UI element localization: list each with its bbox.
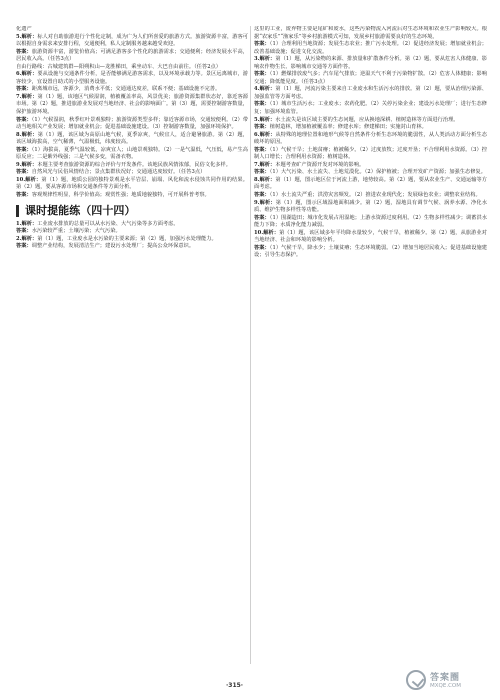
section-heading (16, 204, 248, 218)
paragraph-label: 5.解析： (254, 116, 276, 123)
explanation-paragraph (16, 71, 248, 86)
explanation-paragraph (254, 86, 487, 101)
left-column (16, 26, 248, 680)
paragraph-label: 10.解析： (254, 229, 280, 236)
paragraph-label: 6.解析： (16, 71, 38, 78)
explanation-paragraph (16, 94, 248, 117)
left-column-paragraphs (16, 26, 248, 200)
paragraph-text: 调整产业结构，发展清洁生产；建设污水处理厂；提高公众环保意识。 (31, 243, 195, 250)
paragraph-label: 3.解析： (254, 56, 276, 63)
paragraph-label: 答案： (16, 192, 32, 199)
paragraph-text: 第（1）题，从污染物的来源、排放量和扩散条件分析。第（2）题，要从危害人体健康、影响农作物生长、影响城市交通等方面作答。 (254, 56, 487, 70)
explanation-paragraph (254, 132, 487, 147)
paragraph-text: （1）水土流失严重；洪涝灾害频发。（2）推进农业现代化；发展绿色农业；调整农业结构。 (269, 192, 481, 199)
paragraph-label: 答案： (254, 146, 270, 153)
paragraph-text: 要从设施与交通条件分析，是否能够满足游客需求，以及环境承载力等。景区远离城市，游客较少，宜设置自助式的小型服务设施。 (16, 71, 248, 85)
explanation-paragraph (254, 26, 487, 41)
paragraph-text: 第（1）题，河流污染主要来自工业废水和生活污水的排放。第（2）题，要从治理污染源、加强监管等方面考虑。 (254, 86, 487, 100)
watermark-text: 答案圈 (430, 673, 461, 683)
paragraph-label: 答案： (254, 71, 270, 78)
column-divider (250, 26, 251, 664)
answer-paragraph (16, 169, 248, 177)
paragraph-text: 植树造林，增加植被覆盖率；修建水库；修建梯田；实施封山育林。 (269, 124, 427, 131)
paragraph-label: 8.解析： (254, 176, 276, 183)
right-column-paragraphs (254, 26, 487, 260)
answer-paragraph (254, 124, 487, 132)
answer-paragraph (254, 147, 487, 162)
answer-paragraph (254, 215, 487, 230)
section-title-text: 课时提能练（四十四） (25, 203, 136, 217)
answer-paragraph (16, 147, 248, 162)
paragraph-label: 6.解析： (254, 131, 276, 138)
paragraph-text: （1）围湖造田；城市化发展占用湿地；上游水资源过度利用。（2）生物多样性减少；调蓄洪水能力下降；水质净化能力减弱。 (254, 214, 487, 229)
answer-paragraph (254, 192, 487, 200)
paragraph-text: （1）海拔高，夏季气温较低，凉爽宜人；山地景观独特。（2）一是气温低，气压低，易产生高原反应；二是紫外线强；三是气候多变，需备衣物。 (16, 146, 248, 161)
paragraph-label: 2.解析： (16, 235, 38, 242)
answer-paragraph (254, 169, 487, 177)
paragraph-label: 答案： (254, 41, 270, 48)
paragraph-text: （1）燃煤排放废气多；汽车尾气排放；逆温天气不利于污染物扩散。（2）危害人体健康；影响交通；降低能见度。（任答3点） (254, 71, 487, 85)
paragraph-text: 第（1）题，该地区气候湿润，植被覆盖率高，风景优美；旅游资源集群状态好，靠近客源市场。第（2）题，推进旅游业发展对当地经济、社会的影响面广。第（3）题，需要控制游客数量，保护旅游环境。 (16, 93, 248, 116)
answer-paragraph (16, 117, 248, 132)
paragraph-text: 本题考查矿产资源开发对环境的影响。 (275, 161, 365, 168)
paragraph-text: 第（1）题，地质公园的独特景观是水平岩层、崩塌、风化和流水侵蚀共同作用的结果。第（2）题，要从客源市场和交通条件等方面分析。 (16, 176, 248, 191)
paragraph-text: （1）城市生活污水；工业废水；农药化肥。（2）关停污染企业；建设污水处理厂；进行生态修复；加强环境监管。 (254, 101, 487, 116)
checkmark-icon (406, 670, 426, 690)
paragraph-text: （1）气候干旱，降水少；土壤贫瘠；生态环境脆弱。（2）增加当地居民收入；促进基础设施建设；引导生态保护。 (254, 244, 487, 259)
paragraph-label: 答案： (16, 228, 32, 235)
explanation-paragraph (16, 221, 248, 229)
answer-paragraph (16, 86, 248, 94)
paragraph-label: 答案： (254, 214, 270, 221)
paragraph-text: 自然风光与民俗风情结合；景点集群状况好；交通通达度较好。（任答3点） (31, 169, 206, 176)
paragraph-label: 1.解析： (16, 220, 38, 227)
paragraph-text: 旅游资源丰富，游览价值高；可满足游客多个性化的旅游需求；交通便利；经济发展水平高，居民收入高。（任答3点） (16, 48, 248, 63)
explanation-paragraph (16, 177, 248, 192)
paragraph-label: 答案： (16, 146, 32, 153)
answer-paragraph (254, 71, 487, 86)
answer-paragraph (254, 101, 487, 116)
answer-paragraph (16, 49, 248, 64)
paragraph-text: 客观规律性明显，科学价值高；观赏性强；地质地貌独特，可开展科普考察。 (31, 192, 210, 199)
paragraph-label: 答案： (16, 86, 32, 93)
explanation-paragraph (254, 230, 487, 245)
paragraph-text: 自由行路线：古城建筑群—阳朔积山—龙胜梯田，乘坐动车、大巴自由前往。（任答2点） (16, 63, 222, 70)
paragraph-label: 7.解析： (16, 93, 38, 100)
explanation-paragraph (254, 177, 487, 192)
explanation-paragraph (16, 132, 248, 147)
paragraph-text: （1）合理利用当地资源；发展生态农业；推广污水处理。（2）促进经济发展；增加就业机会；改善基础设施；促进文化交流。 (254, 41, 487, 55)
explanation-paragraph (16, 34, 248, 49)
answer-paragraph (16, 192, 248, 200)
answer-paragraph (16, 243, 248, 251)
paragraph-label: 答案： (254, 169, 270, 176)
paragraph-text: 第（1）题，图示区域湿地面积减少。第（2）题，湿地具有调节气候、涡养水源、净化水质、维护生物多样性等功能。 (254, 199, 487, 214)
paragraph-label: 答案： (16, 169, 32, 176)
paragraph-text: 第（1）题，工业废水是水污染的主要来源；第（2）题，加强污水处理能力。 (37, 235, 217, 242)
paragraph-text: 第（1）题，图示地区位于河流上游，地势较高。第（2）题，要从农业生产、交通运输等方面考虑。 (254, 176, 487, 191)
section-heading-bar (16, 205, 19, 217)
paragraph-label: 10.解析： (16, 176, 42, 183)
paragraph-label: 答案： (16, 48, 32, 55)
section-paragraphs (16, 221, 248, 251)
explanation-paragraph (16, 26, 248, 34)
paragraph-text: 第（1）题，该区域为高原山地气候，夏季凉爽，气候宜人，适合避暑旅游。第（2）题，该区域海拔高，空气稀薄，气温极低，纬度较高。 (16, 131, 248, 146)
paragraph-label: 答案： (16, 243, 32, 250)
explanation-paragraph (254, 200, 487, 215)
explanation-paragraph (254, 56, 487, 71)
paragraph-text: 从特殊的地理位置和地形气候等自然条件分析生态环境的脆弱性，从人类活动方面分析生态破坏的原因。 (254, 131, 487, 146)
paragraph-label: 8.解析： (16, 131, 38, 138)
page-number: ·315· (226, 682, 244, 689)
paragraph-text: （1）大气污染、水土流失、土地荒漠化。（2）保护植被；合理开发矿产资源；加强生态修复。 (269, 169, 486, 176)
paragraph-label: 答案： (254, 244, 270, 251)
watermark-logo (404, 666, 490, 696)
paragraph-text: 水污染较严重；土壤污染；大气污染。 (31, 228, 121, 235)
paragraph-text: （1）气候湿润，秋季红叶景观独特；旅游资源类型多样；靠近客源市场，交通较便利。（2）带动当地相关产业发展；增加就业机会；促进基础设施建设。（3）控制游客数量，加强环境保护。 (16, 116, 248, 131)
paragraph-label: 4.解析： (254, 86, 276, 93)
paragraph-text: 水土流失是该区域主要的生态问题，应从换地深耕、植树造林等方面进行治理。 (275, 116, 459, 123)
paragraph-text: 工业废水排放的总量可以从水污染、大气污染等多方面考虑。 (37, 220, 179, 227)
paragraph-label: 5.解析： (16, 33, 38, 40)
paragraph-text: 化遗产 (16, 26, 32, 32)
paragraph-label: 答案： (254, 101, 270, 108)
explanation-paragraph (254, 117, 487, 125)
answer-paragraph (254, 41, 487, 56)
paragraph-label: 答案： (254, 192, 270, 199)
paragraph-label: 9.解析： (254, 199, 276, 206)
paragraph-text: （1）气候干旱；土地贫瘠；植被稀少。（2）过度放牧；过度开垦；不合理利用水资源。（3）控制人口增长；合理利用水资源；植树造林。 (254, 146, 487, 161)
paragraph-label: 答案： (16, 116, 32, 123)
paragraph-text: 本题主要考查旅游资源的综合评价与开发条件。该地民族风情浓郁，民俗文化多样。 (37, 161, 232, 168)
answer-paragraph (254, 245, 487, 260)
paragraph-text: 第（1）题，该区域多年平均降水量较少，气候干旱，植被稀少。第（2）题，从旅游业对当地经济、社会和环境的影响分析。 (254, 229, 487, 244)
right-column (254, 26, 487, 680)
paragraph-text: 距离城市远，客源少，消费水平低；交通通达度差，联系不便；基础设施不完善。 (31, 86, 221, 93)
answer-paragraph (16, 228, 248, 236)
paragraph-label: 7.解析： (254, 161, 276, 168)
paragraph-label: 答案： (254, 124, 270, 131)
paragraph-text: 这里的工业，废弃物主要是尾矿和废水，这些污染物流入河流后对生态环境和农业生产影响较大。根据“农家乐”“渔家乐”等乡村旅游模式可知，发展乡村旅游需要良好的生态环境。 (254, 26, 487, 40)
paragraph-text: 标人对自助旅游进行个性化定制，成为广为人们所喜爱的旅游方式。旅游资源丰富，游客可以根据自身需求来安排行程，交通便利，私人定制服务越来越受欢迎。 (16, 33, 248, 48)
watermark-url: MXQE.COM (430, 683, 461, 689)
paragraph-label: 9.解析： (16, 161, 38, 168)
